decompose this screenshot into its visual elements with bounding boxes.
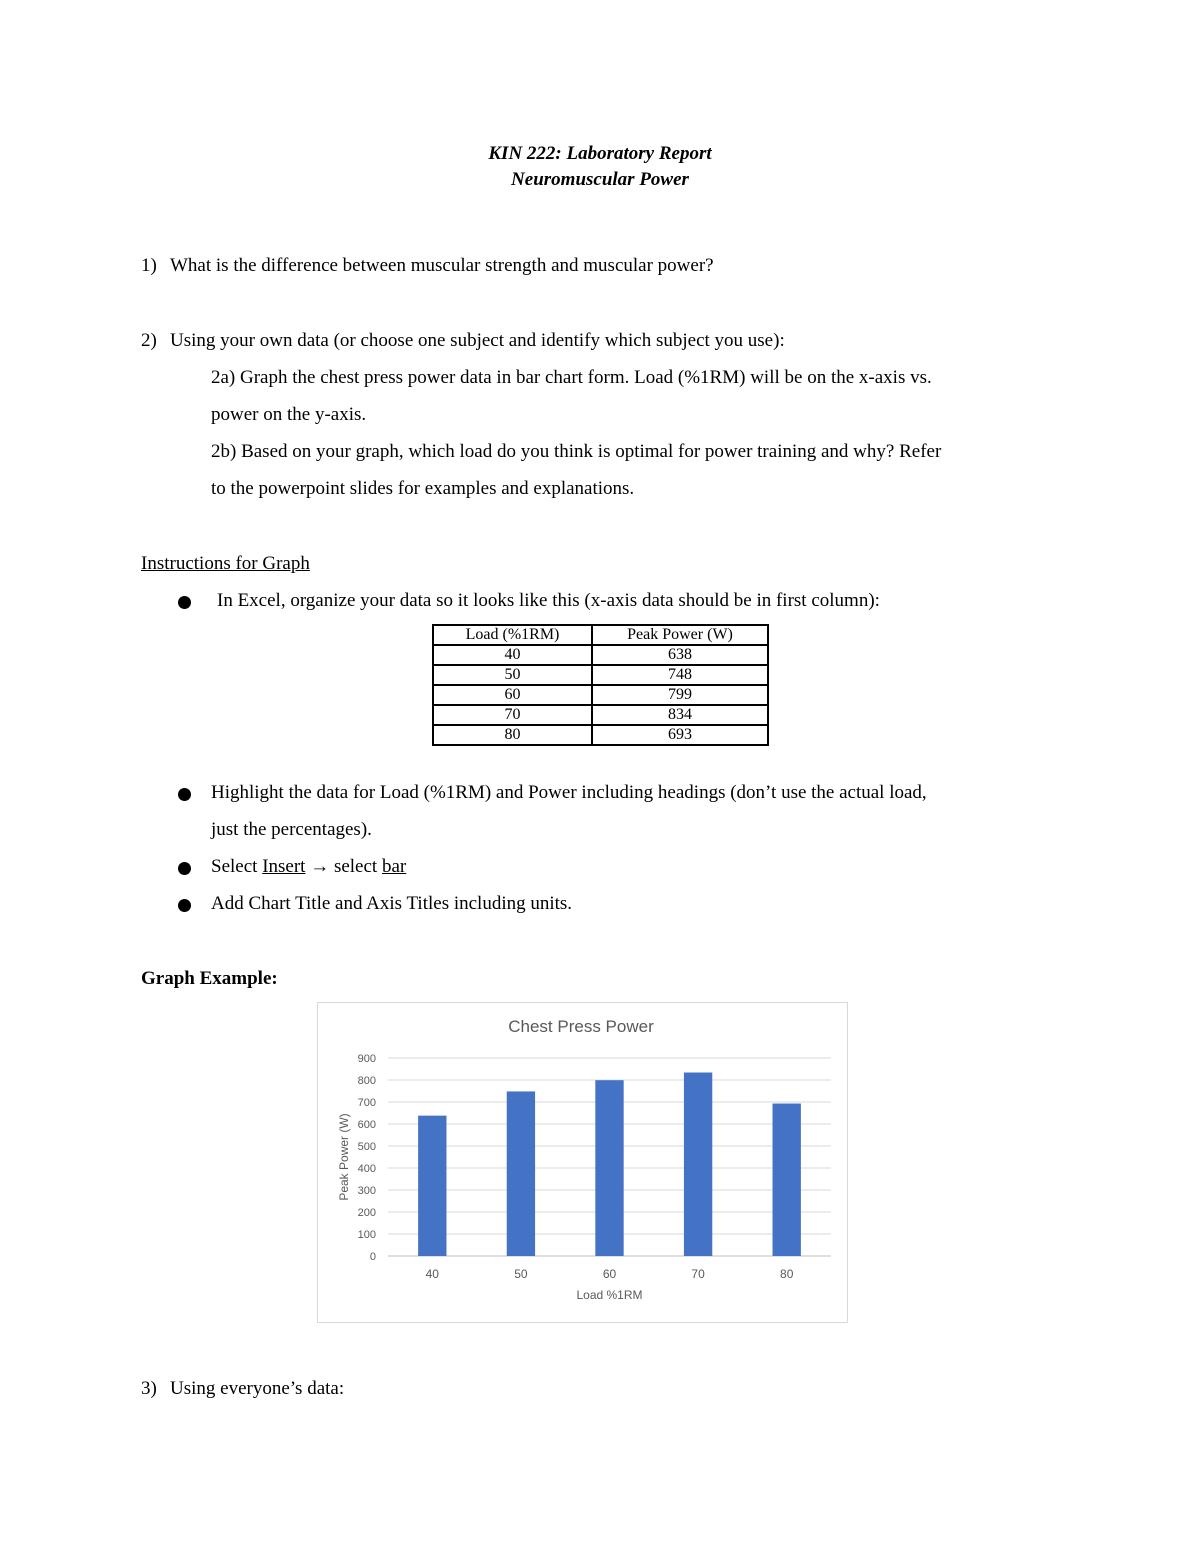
instruction-bullet-1: In Excel, organize your data so it looks like this (x-axis data should be in first column): bbox=[217, 590, 880, 611]
bullet-icon bbox=[178, 862, 191, 875]
chart-container bbox=[317, 1002, 848, 1323]
table-row bbox=[433, 705, 768, 725]
question-2a-line-2: power on the y-axis. bbox=[211, 404, 367, 425]
y-tick-label: 500 bbox=[357, 1141, 376, 1153]
question-3-text: Using everyone’s data: bbox=[170, 1378, 345, 1399]
x-tick-label: 70 bbox=[691, 1267, 705, 1281]
question-2a-line-1: 2a) Graph the chest press power data in bar chart form. Load (%1RM) will be on the x-axis vs. bbox=[211, 367, 932, 388]
bar bbox=[595, 1080, 623, 1256]
bullet-icon bbox=[178, 596, 191, 609]
y-tick-label: 400 bbox=[357, 1163, 376, 1175]
bullet-icon bbox=[178, 899, 191, 912]
table-header-load: Load (%1RM) bbox=[433, 625, 592, 645]
table-row bbox=[433, 665, 768, 685]
bar bbox=[418, 1116, 446, 1256]
table-row bbox=[433, 725, 768, 745]
y-tick-label: 900 bbox=[357, 1053, 376, 1065]
x-tick-label: 60 bbox=[602, 1267, 617, 1281]
graph-example-label: Graph Example: bbox=[141, 968, 278, 989]
question-1-text: What is the difference between muscular strength and muscular power? bbox=[170, 255, 714, 276]
instruction-bullet-2-line-1: Highlight the data for Load (%1RM) and Power including headings (don’t use the actual load, bbox=[211, 782, 927, 803]
x-axis-title: Load %1RM bbox=[576, 1288, 643, 1302]
instruction-bullet-4: Add Chart Title and Axis Titles including units. bbox=[211, 893, 573, 914]
table-cell: 693 bbox=[592, 725, 768, 745]
y-tick-label: 200 bbox=[357, 1207, 376, 1219]
bar-option-text: bar bbox=[381, 856, 407, 877]
table-cell: 50 bbox=[433, 665, 592, 685]
y-tick-label: 700 bbox=[357, 1097, 376, 1109]
instructions-heading: Instructions for Graph bbox=[141, 553, 310, 574]
y-tick-label: 0 bbox=[369, 1251, 376, 1263]
table-row bbox=[433, 645, 768, 665]
data-table bbox=[432, 624, 769, 746]
y-axis-title: Peak Power (W) bbox=[337, 1113, 351, 1201]
y-tick-label: 600 bbox=[357, 1119, 376, 1131]
select-text: Select bbox=[211, 856, 263, 877]
question-3-number: 3) bbox=[141, 1378, 157, 1399]
x-tick-label: 80 bbox=[780, 1267, 794, 1281]
bar bbox=[773, 1104, 801, 1256]
table-row bbox=[433, 685, 768, 705]
instruction-bullet-3 bbox=[211, 856, 406, 878]
table-cell: 799 bbox=[592, 685, 768, 705]
table-cell: 834 bbox=[592, 705, 768, 725]
question-2b-line-2: to the powerpoint slides for examples and explanations. bbox=[211, 478, 635, 499]
y-tick-label: 100 bbox=[357, 1229, 376, 1241]
bar bbox=[684, 1073, 712, 1256]
instruction-bullet-2-line-2: just the percentages). bbox=[211, 819, 372, 840]
bar bbox=[507, 1091, 535, 1256]
table-header-power: Peak Power (W) bbox=[592, 625, 768, 645]
bullet-icon bbox=[178, 788, 191, 801]
x-tick-label: 40 bbox=[425, 1267, 439, 1281]
y-tick-label: 300 bbox=[357, 1185, 376, 1197]
table-cell: 80 bbox=[433, 725, 592, 745]
chart-title: Chest Press Power bbox=[508, 1017, 654, 1036]
table-cell: 638 bbox=[592, 645, 768, 665]
question-2-text: Using your own data (or choose one subject and identify which subject you use): bbox=[170, 330, 785, 351]
table-cell: 60 bbox=[433, 685, 592, 705]
y-tick-label: 800 bbox=[357, 1075, 376, 1087]
question-1-number: 1) bbox=[141, 255, 157, 276]
table-cell: 40 bbox=[433, 645, 592, 665]
arrow-select-text: → select bbox=[305, 856, 382, 877]
question-2-number: 2) bbox=[141, 330, 157, 351]
document-subtitle: Neuromuscular Power bbox=[511, 169, 689, 190]
table-cell: 70 bbox=[433, 705, 592, 725]
insert-menu-text: Insert bbox=[262, 856, 306, 877]
document-title: KIN 222: Laboratory Report bbox=[488, 143, 712, 164]
bar-chart bbox=[318, 1003, 847, 1322]
question-2b-line-1: 2b) Based on your graph, which load do you think is optimal for power training and why? Refer bbox=[211, 441, 942, 462]
x-tick-label: 50 bbox=[514, 1267, 528, 1281]
table-cell: 748 bbox=[592, 665, 768, 685]
table-header-row bbox=[433, 625, 768, 645]
